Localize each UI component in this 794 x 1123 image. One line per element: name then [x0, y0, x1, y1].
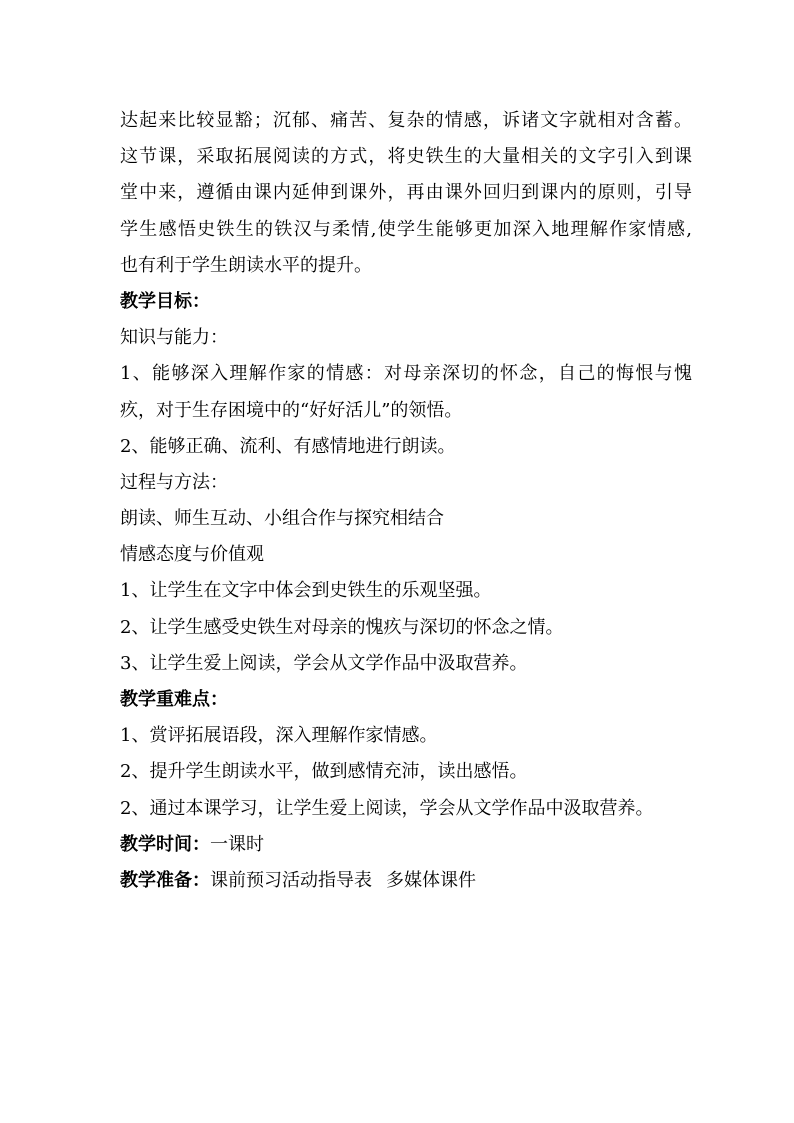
key-point-item-1: 1、赏评拓展语段，深入理解作家情感。 [120, 725, 438, 747]
document-body [120, 103, 692, 899]
intro-line-3: 堂中来，遵循由课内延伸到课外，再由课外回归到课内的原则，引导 [120, 182, 692, 204]
knowledge-item-2: 2、能够正确、流利、有感情地进行朗读。 [120, 435, 456, 457]
prep-label: 教学准备： [120, 869, 210, 891]
intro-line-4: 学生感悟史铁生的铁汉与柔情,使学生能够更加深入地理解作家情感, [120, 218, 692, 240]
key-points-heading: 教学重难点： [120, 689, 228, 710]
emotion-item-3: 3、让学生爱上阅读，学会从文学作品中汲取营养。 [120, 652, 528, 674]
emotion-item-2: 2、让学生感受史铁生对母亲的愧疚与深切的怀念之情。 [120, 616, 564, 638]
emotion-item-1: 1、让学生在文字中体会到史铁生的乐观坚强。 [120, 580, 492, 602]
knowledge-item-1-line-2: 疚，对于生存困境中的“好好活儿”的领悟。 [120, 399, 463, 421]
prep-item-2: 多媒体课件 [386, 869, 476, 891]
intro-line-1: 达起来比较显豁；沉郁、痛苦、复杂的情感，诉诸文字就相对含蓄。 [120, 110, 692, 131]
time-value: 一课时 [210, 833, 264, 855]
process-label: 过程与方法： [120, 471, 228, 493]
intro-line-5: 也有利于学生朗读水平的提升。 [120, 254, 372, 276]
process-text: 朗读、师生互动、小组合作与探究相结合 [120, 508, 444, 530]
intro-line-2: 这节课，采取拓展阅读的方式，将史铁生的大量相关的文字引入到课 [120, 146, 692, 168]
prep-row [120, 863, 692, 899]
goals-heading: 教学目标： [120, 290, 210, 312]
knowledge-item-1-line-1: 1、能够深入理解作家的情感：对母亲深切的怀念，自己的悔恨与愧 [120, 363, 692, 385]
key-point-item-3: 2、通过本课学习，让学生爱上阅读，学会从文学作品中汲取营养。 [120, 797, 654, 819]
time-row [120, 827, 692, 863]
time-label: 教学时间： [120, 833, 210, 855]
knowledge-label: 知识与能力： [120, 327, 228, 349]
key-point-item-2: 2、提升学生朗读水平，做到感情充沛，读出感悟。 [120, 761, 528, 783]
prep-item-1: 课前预习活动指导表 [210, 869, 372, 891]
emotion-label: 情感态度与价值观 [120, 544, 264, 566]
